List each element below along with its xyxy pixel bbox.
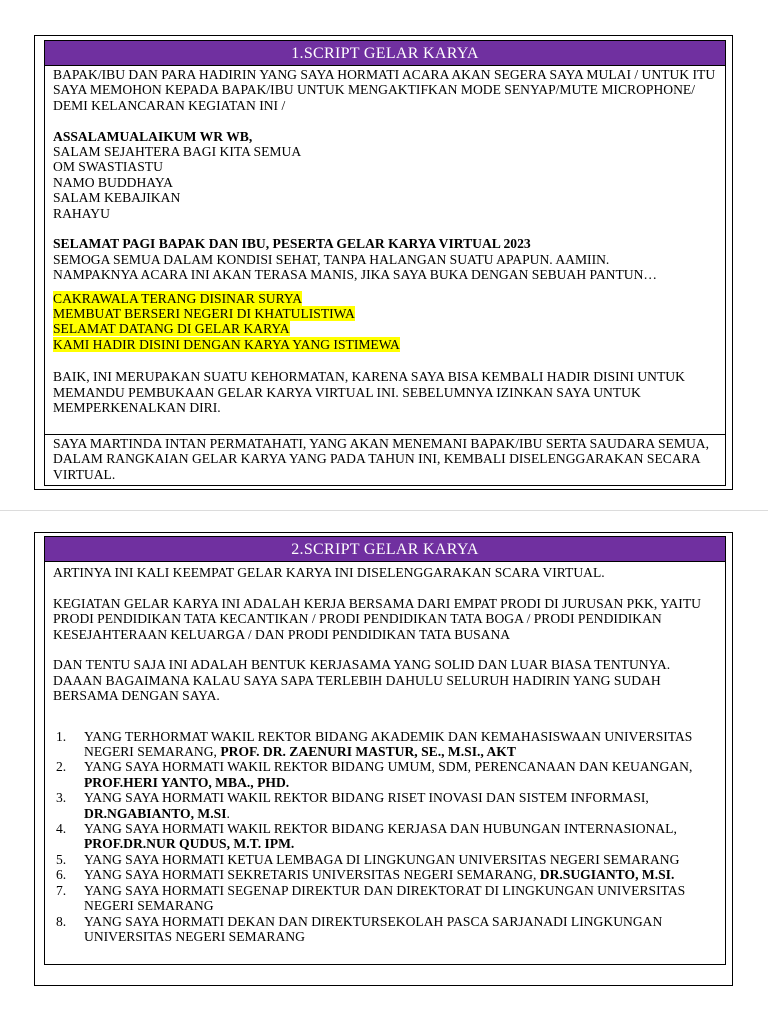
self-intro-box: [44, 435, 726, 486]
greeting-list: [53, 729, 717, 945]
pantun-line: SELAMAT DATANG DI GELAR KARYA: [53, 321, 290, 337]
greeting-bold: ASSALAMUALAIKUM WR WB,: [53, 128, 253, 144]
list-item: 7. YANG SAYA HORMATI SEGENAP DIREKTUR DAN DIREKTORAT DI LINGKUNGAN UNIVERSITAS NEGERI SEMARANG: [56, 882, 686, 914]
greeting-line: NAMO BUDDHAYA: [53, 174, 173, 190]
pantun-line: KAMI HADIR DISINI DENGAN KARYA YANG ISTIMEWA: [53, 336, 400, 352]
list-item: 4. YANG SAYA HORMATI WAKIL REKTOR BIDANG KERJASA DAN HUBUNGAN INTERNASIONAL, PROF.DR.NUR QUDUS, M.T. IPM.: [56, 821, 677, 852]
welcome-line: SEMOGA SEMUA DALAM KONDISI SEHAT, TANPA HALANGAN SUATU APAPUN. AAMIIN.: [53, 251, 610, 267]
list-item: 8. YANG SAYA HORMATI DEKAN DAN DIREKTURSEKOLAH PASCA SARJANADI LINGKUNGAN UNIVERSITAS NEGERI SEMARANG: [56, 913, 663, 944]
paragraph: DAN TENTU SAJA INI ADALAH BENTUK KERJASAMA YANG SOLID DAN LUAR BIASA TENTUNYA. DAAAN BAGAIMANA KALAU SAYA SAPA TERLEBIH DAHULU SELURUH HADIRIN YANG SUDAH BERSAMA DENGAN SAYA.: [53, 657, 671, 704]
list-item: 3. YANG SAYA HORMATI WAKIL REKTOR BIDANG RISET INOVASI DAN SISTEM INFORMASI, DR.NGABIANTO, M.SI.: [56, 790, 649, 821]
script-card-2: [44, 536, 726, 965]
paragraph: ARTINYA INI KALI KEEMPAT GELAR KARYA INI DISELENGGARAKAN SCARA VIRTUAL.: [53, 565, 605, 580]
list-item: 2. YANG SAYA HORMATI WAKIL REKTOR BIDANG UMUM, SDM, PERENCANAAN DAN KEUANGAN, PROF.HERI YANTO, MBA., PHD.: [56, 759, 693, 790]
pantun-line: MEMBUAT BERSERI NEGERI DI KHATULISTIWA: [53, 306, 355, 322]
page-separator: [0, 510, 768, 511]
welcome-line: NAMPAKNYA ACARA INI AKAN TERASA MANIS, JIKA SAYA BUKA DENGAN SEBUAH PANTUN…: [53, 267, 658, 283]
list-item: 1. YANG TERHORMAT WAKIL REKTOR BIDANG AKADEMIK DAN KEMAHASISWAAN UNIVERSITAS NEGERI SEMARANG, PROF. DR. ZAENURI MASTUR, SE., M.SI., AKT: [56, 728, 693, 760]
greeting-line: SALAM SEJAHTERA BAGI KITA SEMUA: [53, 144, 302, 160]
intro-paragraph: BAPAK/IBU DAN PARA HADIRIN YANG SAYA HORMATI ACARA AKAN SEGERA SAYA MULAI / UNTUK ITU SAYA MEMOHON KEPADA BAPAK/IBU UNTUK MENGAKTIFKAN MODE SENYAP/MUTE MICROPHONE/ DEMI KELANCARAN KEGIATAN INI /: [53, 67, 716, 113]
greeting-line: SALAM KEBAJIKAN: [53, 190, 181, 206]
script-header: 2.SCRIPT GELAR KARYA: [44, 536, 726, 562]
welcome-bold: SELAMAT PAGI BAPAK DAN IBU, PESERTA GELAR KARYA VIRTUAL 2023: [53, 236, 531, 252]
greeting-line: OM SWASTIASTU: [53, 159, 163, 175]
greeting-line: RAHAYU: [53, 205, 110, 221]
script-body: [44, 66, 726, 435]
document-page-2: [34, 532, 733, 986]
document-page-1: [34, 35, 733, 490]
script-body: [44, 562, 726, 965]
pantun-line: CAKRAWALA TERANG DISINAR SURYA: [53, 290, 303, 306]
script-card-1: [44, 40, 726, 486]
closing-paragraph: BAIK, INI MERUPAKAN SUATU KEHORMATAN, KARENA SAYA BISA KEMBALI HADIR DISINI UNTUK MEMANDU PEMBUKAAN GELAR KARYA VIRTUAL INI. SEBELUMNYA IZINKAN SAYA UNTUK MEMPERKENALKAN DIRI.: [53, 369, 685, 416]
list-item: 6. YANG SAYA HORMATI SEKRETARIS UNIVERSITAS NEGERI SEMARANG, DR.SUGIANTO, M.SI.: [56, 867, 675, 883]
self-intro-paragraph: SAYA MARTINDA INTAN PERMATAHATI, YANG AKAN MENEMANI BAPAK/IBU SERTA SAUDARA SEMUA, DALAM RANGKAIAN GELAR KARYA YANG PADA TAHUN INI, KEMBALI DISELENGGARAKAN SECARA VIRTUAL.: [53, 436, 709, 482]
script-header: 1.SCRIPT GELAR KARYA: [44, 40, 726, 66]
list-item: 5. YANG SAYA HORMATI KETUA LEMBAGA DI LINGKUNGAN UNIVERSITAS NEGERI SEMARANG: [56, 851, 680, 867]
paragraph: KEGIATAN GELAR KARYA INI ADALAH KERJA BERSAMA DARI EMPAT PRODI DI JURUSAN PKK, YAITU PRODI PENDIDIKAN TATA KECANTIKAN / PRODI PENDIDIKAN TATA BOGA / PRODI PENDIDIKAN KESEJAHTERAAN KELUARGA / DAN PRODI PENDIDIKAN TATA BUSANA: [53, 595, 701, 642]
